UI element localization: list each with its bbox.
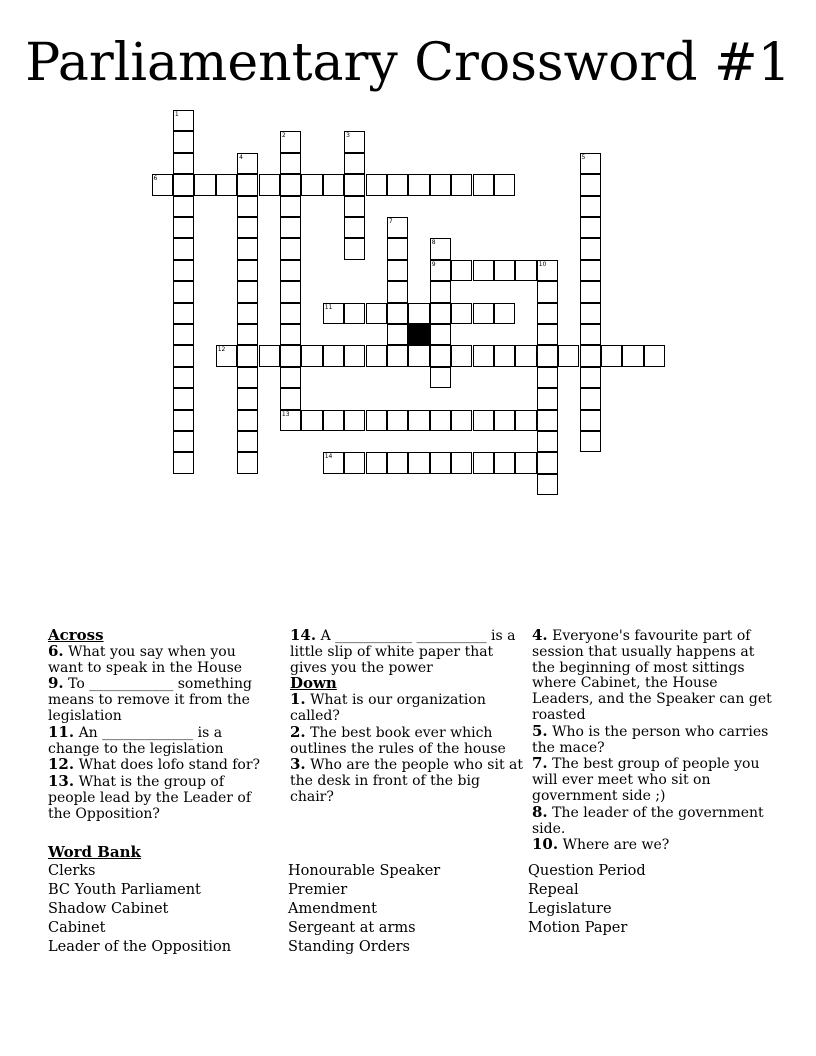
grid-cell[interactable] bbox=[473, 174, 494, 195]
grid-cell[interactable] bbox=[323, 303, 344, 324]
grid-cell[interactable] bbox=[323, 410, 344, 431]
grid-cell[interactable] bbox=[366, 345, 387, 366]
word-bank-item: Question Period bbox=[528, 863, 646, 879]
word-bank-item: Legislature bbox=[528, 901, 612, 917]
grid-cell[interactable] bbox=[216, 345, 237, 366]
grid-cell[interactable] bbox=[515, 410, 536, 431]
grid-cell[interactable] bbox=[580, 324, 601, 345]
grid-cell[interactable] bbox=[494, 452, 515, 473]
grid-cell[interactable] bbox=[430, 238, 451, 259]
grid-cell[interactable] bbox=[237, 452, 258, 473]
grid-cell[interactable] bbox=[237, 367, 258, 388]
grid-cell[interactable] bbox=[237, 174, 258, 195]
grid-cell[interactable] bbox=[387, 452, 408, 473]
grid-cell[interactable] bbox=[173, 217, 194, 238]
clues-column-2 bbox=[290, 628, 525, 806]
grid-cell[interactable] bbox=[580, 410, 601, 431]
word-bank-item: Leader of the Opposition bbox=[48, 939, 232, 955]
grid-cell[interactable] bbox=[494, 174, 515, 195]
word-bank-item: Standing Orders bbox=[288, 939, 410, 955]
grid-cell[interactable] bbox=[430, 260, 451, 281]
grid-cell[interactable] bbox=[580, 303, 601, 324]
grid-cell[interactable] bbox=[280, 388, 301, 409]
grid-cell[interactable] bbox=[473, 452, 494, 473]
grid-cell[interactable] bbox=[280, 303, 301, 324]
grid-cell[interactable] bbox=[537, 281, 558, 302]
grid-cell[interactable] bbox=[387, 238, 408, 259]
grid-cell[interactable] bbox=[473, 345, 494, 366]
grid-cell[interactable] bbox=[430, 367, 451, 388]
grid-cell[interactable] bbox=[494, 303, 515, 324]
word-bank-item: Clerks bbox=[48, 863, 96, 879]
grid-cell[interactable] bbox=[580, 367, 601, 388]
clue-down-10: 10. Where are we? bbox=[532, 835, 670, 854]
clue-number: 11 bbox=[324, 303, 333, 311]
grid-cell[interactable] bbox=[259, 345, 280, 366]
grid-cell[interactable] bbox=[280, 345, 301, 366]
grid-cell[interactable] bbox=[237, 410, 258, 431]
grid-cell[interactable] bbox=[344, 303, 365, 324]
grid-cell[interactable] bbox=[152, 174, 173, 195]
clue-down-2: 2. The best book ever which outlines the rules of the house bbox=[290, 722, 506, 757]
grid-cell[interactable] bbox=[301, 174, 322, 195]
grid-cell[interactable] bbox=[280, 367, 301, 388]
grid-cell[interactable] bbox=[430, 324, 451, 345]
grid-cell[interactable] bbox=[173, 153, 194, 174]
across-heading: Across bbox=[48, 626, 104, 644]
clue-across-9: 9. To ____________ something means to remove it from the legislation bbox=[48, 674, 252, 724]
clue-number: 12 bbox=[217, 346, 226, 354]
grid-cell[interactable] bbox=[280, 217, 301, 238]
grid-cell[interactable] bbox=[580, 260, 601, 281]
grid-cell[interactable] bbox=[430, 452, 451, 473]
grid-cell[interactable] bbox=[280, 153, 301, 174]
grid-cell[interactable] bbox=[237, 431, 258, 452]
grid-cell[interactable] bbox=[323, 345, 344, 366]
grid-cell[interactable] bbox=[387, 217, 408, 238]
word-bank-item: Sergeant at arms bbox=[288, 920, 416, 936]
clue-number: 7 bbox=[388, 218, 393, 225]
grid-cell[interactable] bbox=[580, 196, 601, 217]
grid-cell[interactable] bbox=[408, 303, 429, 324]
clue-down-8: 8. The leader of the government side. bbox=[532, 802, 764, 837]
grid-cell[interactable] bbox=[580, 431, 601, 452]
grid-cell[interactable] bbox=[537, 410, 558, 431]
down-heading: Down bbox=[290, 674, 337, 693]
grid-cell[interactable] bbox=[173, 131, 194, 152]
grid-cell[interactable] bbox=[173, 367, 194, 388]
grid-cell[interactable] bbox=[237, 196, 258, 217]
clue-down-1: 1. What is our organization called? bbox=[290, 690, 486, 724]
grid-cell[interactable] bbox=[537, 324, 558, 345]
grid-cell[interactable] bbox=[580, 281, 601, 302]
clue-across-6: 6. What you say when you want to speak in the House bbox=[48, 641, 243, 676]
grid-cell[interactable] bbox=[344, 131, 365, 152]
grid-cell[interactable] bbox=[323, 174, 344, 195]
grid-cell[interactable] bbox=[366, 410, 387, 431]
grid-cell[interactable] bbox=[280, 238, 301, 259]
grid-cell[interactable] bbox=[537, 260, 558, 281]
word-bank-item: Shadow Cabinet bbox=[48, 901, 169, 917]
grid-cell[interactable] bbox=[344, 153, 365, 174]
clue-down-4: 4. Everyone's favourite part of session that usually happens at the beginning of most sittings where Cabinet, the House Leaders, and the Speaker can get roasted bbox=[532, 626, 772, 723]
grid-cell[interactable] bbox=[537, 388, 558, 409]
grid-cell[interactable] bbox=[580, 238, 601, 259]
grid-cell[interactable] bbox=[430, 174, 451, 195]
grid-cell[interactable] bbox=[301, 410, 322, 431]
grid-cell[interactable] bbox=[515, 345, 536, 366]
grid-cell[interactable] bbox=[280, 260, 301, 281]
grid-cell[interactable] bbox=[237, 303, 258, 324]
grid-cell[interactable] bbox=[387, 260, 408, 281]
grid-cell[interactable] bbox=[430, 410, 451, 431]
grid-cell[interactable] bbox=[408, 452, 429, 473]
grid-cell[interactable] bbox=[173, 174, 194, 195]
clue-across-11: 11. An _____________ is a change to the legislation bbox=[48, 722, 224, 757]
word-bank-column-1 bbox=[48, 862, 231, 957]
grid-cell[interactable] bbox=[344, 238, 365, 259]
grid-cell[interactable] bbox=[537, 367, 558, 388]
word-bank-heading: Word Bank bbox=[48, 843, 141, 861]
clue-number: 13 bbox=[281, 410, 290, 418]
clue-number: 8 bbox=[431, 239, 436, 247]
grid-cell[interactable] bbox=[494, 260, 515, 281]
clue-down-5: 5. Who is the person who carries the mace? bbox=[532, 721, 769, 756]
grid-cell[interactable] bbox=[173, 410, 194, 431]
word-bank-column-2 bbox=[288, 862, 440, 957]
grid-cell[interactable] bbox=[173, 452, 194, 473]
grid-cell[interactable] bbox=[237, 153, 258, 174]
grid-cell[interactable] bbox=[344, 174, 365, 195]
grid-cell[interactable] bbox=[344, 410, 365, 431]
grid-cell[interactable] bbox=[408, 345, 429, 366]
grid-cell[interactable] bbox=[558, 345, 579, 366]
clue-number: 3 bbox=[346, 132, 350, 140]
word-bank-item: Motion Paper bbox=[528, 920, 628, 936]
grid-cell[interactable] bbox=[387, 281, 408, 302]
grid-cell[interactable] bbox=[451, 410, 472, 431]
grid-cell[interactable] bbox=[451, 303, 472, 324]
clue-number: 1 bbox=[174, 111, 179, 118]
grid-cell[interactable] bbox=[173, 238, 194, 259]
clue-number: 6 bbox=[153, 175, 158, 183]
grid-cell[interactable] bbox=[408, 174, 429, 195]
grid-cell[interactable] bbox=[280, 131, 301, 152]
grid-cell[interactable] bbox=[280, 324, 301, 345]
clues-column-1 bbox=[48, 628, 273, 823]
grid-cell[interactable] bbox=[216, 174, 237, 195]
grid-cell[interactable] bbox=[580, 174, 601, 195]
grid-cell[interactable] bbox=[173, 260, 194, 281]
clue-down-7: 7. The best group of people you will ever meet who sit on government side ;) bbox=[532, 754, 760, 804]
grid-cell[interactable] bbox=[387, 174, 408, 195]
grid-cell[interactable] bbox=[173, 110, 194, 131]
clue-number: 9 bbox=[431, 260, 436, 268]
grid-cell[interactable] bbox=[430, 303, 451, 324]
grid-cell[interactable] bbox=[173, 281, 194, 302]
grid-cell[interactable] bbox=[194, 174, 215, 195]
grid-cell[interactable] bbox=[237, 281, 258, 302]
grid-cell[interactable] bbox=[280, 174, 301, 195]
grid-cell[interactable] bbox=[173, 303, 194, 324]
grid-cell[interactable] bbox=[173, 431, 194, 452]
word-bank-item: BC Youth Parliament bbox=[48, 882, 201, 898]
grid-cell[interactable] bbox=[580, 388, 601, 409]
grid-cell[interactable] bbox=[494, 410, 515, 431]
grid-cell[interactable] bbox=[173, 388, 194, 409]
grid-cell[interactable] bbox=[622, 345, 643, 366]
grid-cell[interactable] bbox=[237, 260, 258, 281]
grid-cell[interactable] bbox=[451, 174, 472, 195]
grid-cell[interactable] bbox=[237, 388, 258, 409]
grid-cell[interactable] bbox=[537, 303, 558, 324]
grid-cell[interactable] bbox=[515, 260, 536, 281]
word-bank-item: Premier bbox=[288, 882, 348, 898]
grid-cell[interactable] bbox=[473, 303, 494, 324]
clue-number: 2 bbox=[281, 132, 286, 140]
grid-cell[interactable] bbox=[280, 410, 301, 431]
clue-number: 4 bbox=[239, 153, 243, 161]
grid-cell[interactable] bbox=[237, 238, 258, 259]
grid-cell[interactable] bbox=[259, 174, 280, 195]
black-square bbox=[408, 324, 429, 345]
grid-cell[interactable] bbox=[173, 196, 194, 217]
word-bank-column-3 bbox=[528, 862, 646, 938]
clues-column-3 bbox=[532, 628, 772, 854]
grid-cell[interactable] bbox=[237, 217, 258, 238]
grid-cell[interactable] bbox=[537, 474, 558, 495]
grid-cell[interactable] bbox=[173, 324, 194, 345]
grid-cell[interactable] bbox=[301, 345, 322, 366]
grid-cell[interactable] bbox=[344, 452, 365, 473]
grid-cell[interactable] bbox=[387, 324, 408, 345]
grid-cell[interactable] bbox=[644, 345, 665, 366]
grid-cell[interactable] bbox=[451, 452, 472, 473]
crossword-grid bbox=[0, 0, 816, 520]
clue-number: 10 bbox=[538, 260, 547, 268]
grid-cell[interactable] bbox=[366, 452, 387, 473]
grid-cell[interactable] bbox=[537, 452, 558, 473]
grid-cell[interactable] bbox=[580, 153, 601, 174]
grid-cell[interactable] bbox=[344, 217, 365, 238]
grid-cell[interactable] bbox=[237, 324, 258, 345]
grid-cell[interactable] bbox=[280, 196, 301, 217]
page-title: Parliamentary Crossword #1 bbox=[25, 33, 791, 93]
clue-number: 5 bbox=[581, 153, 586, 161]
grid-cell[interactable] bbox=[473, 260, 494, 281]
clue-across-13: 13. What is the group of people lead by the Leader of the Opposition? bbox=[48, 772, 251, 822]
clue-across-14: 14. A ___________ __________ is a little slip of white paper that gives you the power bbox=[290, 626, 516, 676]
grid-cell[interactable] bbox=[537, 345, 558, 366]
grid-cell[interactable] bbox=[537, 431, 558, 452]
grid-cell[interactable] bbox=[387, 345, 408, 366]
grid-cell[interactable] bbox=[366, 174, 387, 195]
grid-cell[interactable] bbox=[173, 345, 194, 366]
clue-number: 14 bbox=[324, 453, 333, 461]
word-bank-item: Cabinet bbox=[48, 920, 106, 936]
grid-cell[interactable] bbox=[451, 345, 472, 366]
grid-cell[interactable] bbox=[430, 345, 451, 366]
grid-cell[interactable] bbox=[580, 345, 601, 366]
grid-cell[interactable] bbox=[430, 281, 451, 302]
grid-cell[interactable] bbox=[494, 345, 515, 366]
grid-cell[interactable] bbox=[580, 217, 601, 238]
grid-cell[interactable] bbox=[344, 345, 365, 366]
grid-cell[interactable] bbox=[344, 196, 365, 217]
clue-down-3: 3. Who are the people who sit at the desk in front of the big chair? bbox=[290, 755, 524, 805]
word-bank-item: Repeal bbox=[528, 882, 579, 898]
grid-cell[interactable] bbox=[601, 345, 622, 366]
grid-cell[interactable] bbox=[366, 303, 387, 324]
grid-cell[interactable] bbox=[280, 281, 301, 302]
word-bank-item: Honourable Speaker bbox=[288, 863, 441, 879]
grid-cell[interactable] bbox=[387, 410, 408, 431]
grid-cell[interactable] bbox=[387, 303, 408, 324]
grid-cell[interactable] bbox=[237, 345, 258, 366]
word-bank-item: Amendment bbox=[288, 901, 377, 917]
grid-cell[interactable] bbox=[408, 410, 429, 431]
grid-cell[interactable] bbox=[515, 452, 536, 473]
grid-cell[interactable] bbox=[323, 452, 344, 473]
clue-across-12: 12. What does lofo stand for? bbox=[48, 755, 261, 774]
grid-cell[interactable] bbox=[473, 410, 494, 431]
grid-cell[interactable] bbox=[451, 260, 472, 281]
